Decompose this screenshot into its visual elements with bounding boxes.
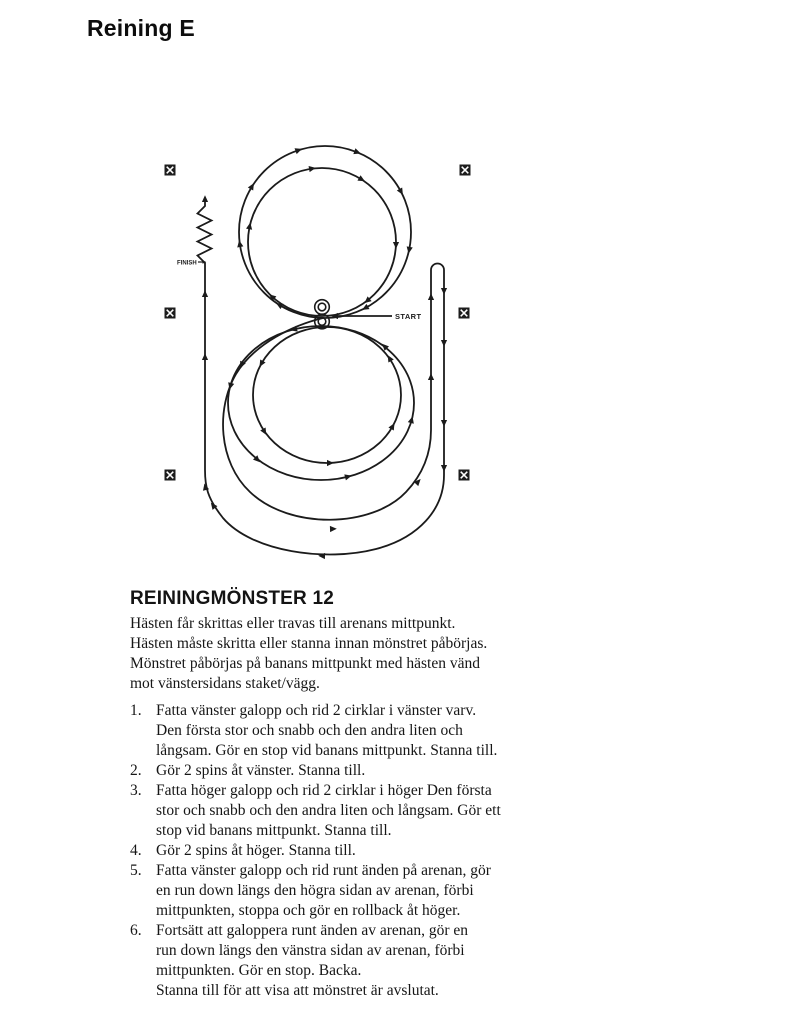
step-line: en run down längs den högra sidan av arenan, förbi	[156, 882, 474, 899]
pattern-step	[130, 781, 600, 841]
pattern-intro	[130, 614, 600, 694]
step-line: mittpunkten. Gör en stop. Backa.	[156, 962, 362, 979]
step-text	[156, 761, 365, 781]
intro-line: mot vänstersidans staket/vägg.	[130, 675, 320, 692]
pattern-description	[130, 588, 600, 1001]
pattern-steps	[130, 701, 600, 1001]
pattern-heading: REININGMÖNSTER 12	[130, 588, 334, 609]
pattern-step	[130, 921, 600, 981]
step-line: Fortsätt att galoppera runt änden av arenan, gör en	[156, 922, 469, 939]
start-label: START	[395, 312, 422, 321]
step-text	[156, 701, 497, 761]
step-line: Gör 2 spins åt höger. Stanna till.	[156, 842, 356, 859]
step-line: Fatta vänster galopp och rid runt änden på arenan, gör	[156, 862, 491, 879]
pattern-step	[130, 861, 600, 921]
pattern-step	[130, 761, 600, 781]
step-text	[156, 861, 491, 921]
intro-line: Hästen måste skritta eller stanna innan mönstret påbörjas.	[130, 635, 488, 652]
top-circles	[239, 146, 411, 318]
intro-line: Hästen får skrittas eller travas till arenans mittpunkt.	[130, 615, 456, 632]
step-text	[156, 921, 468, 981]
step-number: 4.	[130, 842, 142, 859]
closing-note: Stanna till för att visa att mönstret är avslutat.	[156, 982, 439, 999]
step-line: långsam. Gör en stop vid banans mittpunkt. Stanna till.	[156, 742, 498, 759]
direction-arrows	[201, 146, 447, 559]
step-number: 2.	[130, 762, 142, 779]
marker-icon	[460, 165, 471, 176]
step-line: Den första stor och snabb och den andra liten och	[156, 722, 463, 739]
step-number: 6.	[130, 922, 142, 939]
step-line: Fatta höger galopp och rid 2 cirklar i höger Den första	[156, 782, 492, 799]
step-line: stop vid banans mittpunkt. Stanna till.	[156, 822, 392, 839]
marker-icon	[459, 308, 470, 319]
step-line: run down längs den vänstra sidan av arenan, förbi	[156, 942, 465, 959]
marker-icon	[165, 308, 176, 319]
step-number: 5.	[130, 862, 142, 879]
finish-label-group	[177, 260, 206, 266]
spin-symbol	[315, 300, 330, 329]
step-line: mittpunkten, stoppa och gör en rollback åt höger.	[156, 902, 461, 919]
marker-icon	[165, 470, 176, 481]
finish-label: FINISH	[177, 260, 197, 267]
intro-line: Mönstret påbörjas på banans mittpunkt med hästen vänd	[130, 655, 480, 672]
step-line: Fatta vänster galopp och rid 2 cirklar i vänster varv.	[156, 702, 477, 719]
page-title: Reining E	[87, 15, 195, 41]
run-down-path	[198, 201, 445, 554]
pattern-step	[130, 841, 600, 861]
step-number: 1.	[130, 702, 142, 719]
step-text	[156, 841, 356, 861]
marker-icon	[459, 470, 470, 481]
marker-icon	[165, 165, 176, 176]
step-text	[156, 781, 501, 841]
step-line: stor och snabb och den andra liten och långsam. Gör ett	[156, 802, 501, 819]
arena-markers	[165, 165, 471, 481]
step-number: 3.	[130, 782, 142, 799]
step-line: Gör 2 spins åt vänster. Stanna till.	[156, 762, 366, 779]
pattern-step	[130, 701, 600, 761]
